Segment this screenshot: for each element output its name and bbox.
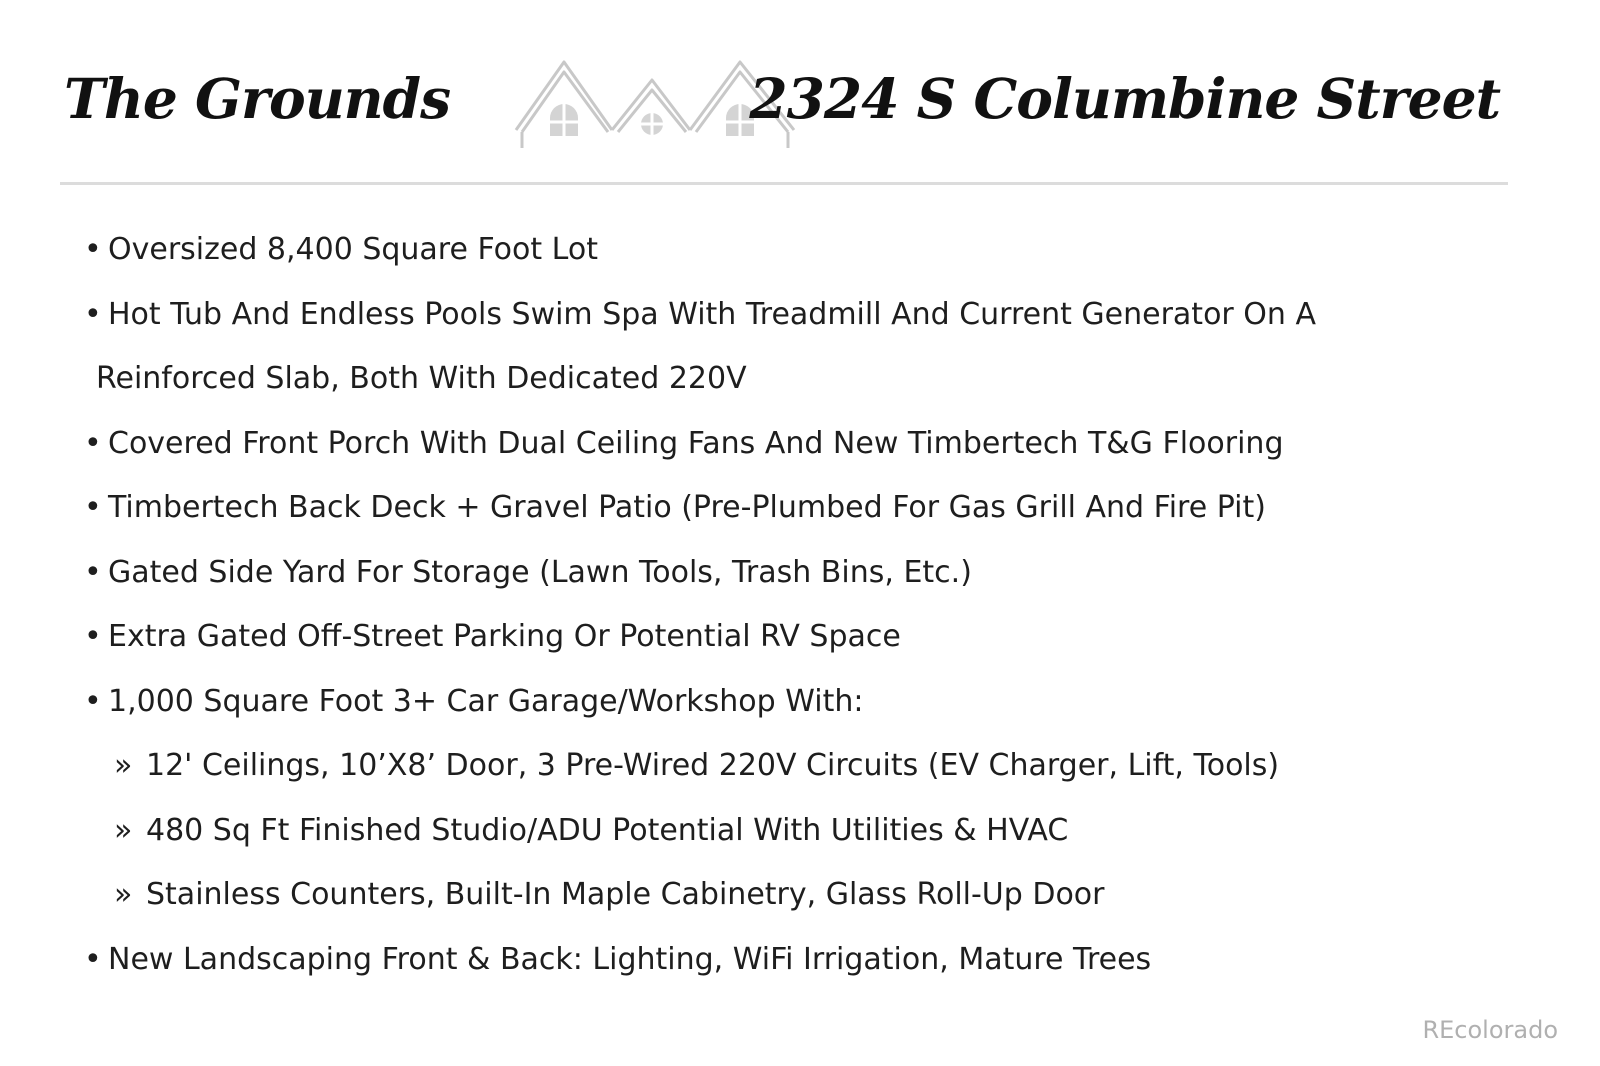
- feature-text: Hot Tub And Endless Pools Swim Spa With Treadmill And Current Generator On A: [108, 296, 1316, 332]
- community-title: The Grounds: [64, 66, 451, 131]
- bullet-marker: •: [84, 683, 102, 719]
- feature-item: [84, 541, 1524, 606]
- feature-item: [84, 928, 1524, 993]
- feature-text: Reinforced Slab, Both With Dedicated 220V: [96, 361, 747, 396]
- feature-item: [84, 412, 1524, 477]
- feature-text: Covered Front Porch With Dual Ceiling Fans And New Timbertech T&G Flooring: [108, 425, 1284, 461]
- feature-item: [84, 605, 1524, 670]
- header: [0, 0, 1600, 190]
- subitem-marker: »: [114, 812, 133, 848]
- feature-item: [84, 283, 1524, 348]
- feature-item: [84, 218, 1524, 283]
- feature-text: Gated Side Yard For Storage (Lawn Tools, Trash Bins, Etc.): [108, 554, 972, 590]
- feature-text: 480 Sq Ft Finished Studio/ADU Potential With Utilities & HVAC: [146, 812, 1069, 848]
- feature-item-continuation: [84, 347, 1524, 412]
- feature-item: [84, 476, 1524, 541]
- bullet-marker: •: [84, 490, 102, 525]
- watermark-logo: REcolorado: [1422, 1016, 1558, 1044]
- feature-text: 12' Ceilings, 10’X8’ Door, 3 Pre-Wired 220V Circuits (EV Charger, Lift, Tools): [146, 748, 1280, 783]
- feature-subitem: [84, 799, 1524, 864]
- bullet-marker: •: [84, 232, 102, 267]
- feature-text: 1,000 Square Foot 3+ Car Garage/Workshop With:: [108, 683, 864, 719]
- subitem-marker: »: [114, 877, 133, 912]
- feature-text: Oversized 8,400 Square Foot Lot: [108, 232, 598, 267]
- feature-item: [84, 670, 1524, 735]
- bullet-marker: •: [84, 941, 102, 977]
- property-address: 2324 S Columbine Street: [749, 66, 1500, 131]
- bullet-marker: •: [84, 619, 102, 654]
- bullet-marker: •: [84, 425, 102, 461]
- features-list: [84, 218, 1524, 992]
- feature-text: New Landscaping Front & Back: Lighting, WiFi Irrigation, Mature Trees: [108, 941, 1152, 977]
- subitem-marker: »: [114, 748, 133, 783]
- feature-text: Timbertech Back Deck + Gravel Patio (Pre-Plumbed For Gas Grill And Fire Pit): [108, 490, 1266, 525]
- feature-text: Extra Gated Off-Street Parking Or Potential RV Space: [108, 619, 901, 654]
- bullet-marker: •: [84, 296, 102, 332]
- header-divider: [60, 182, 1508, 185]
- feature-text: Stainless Counters, Built-In Maple Cabinetry, Glass Roll-Up Door: [146, 877, 1105, 912]
- feature-subitem: [84, 734, 1524, 799]
- bullet-marker: •: [84, 554, 102, 590]
- feature-subitem: [84, 863, 1524, 928]
